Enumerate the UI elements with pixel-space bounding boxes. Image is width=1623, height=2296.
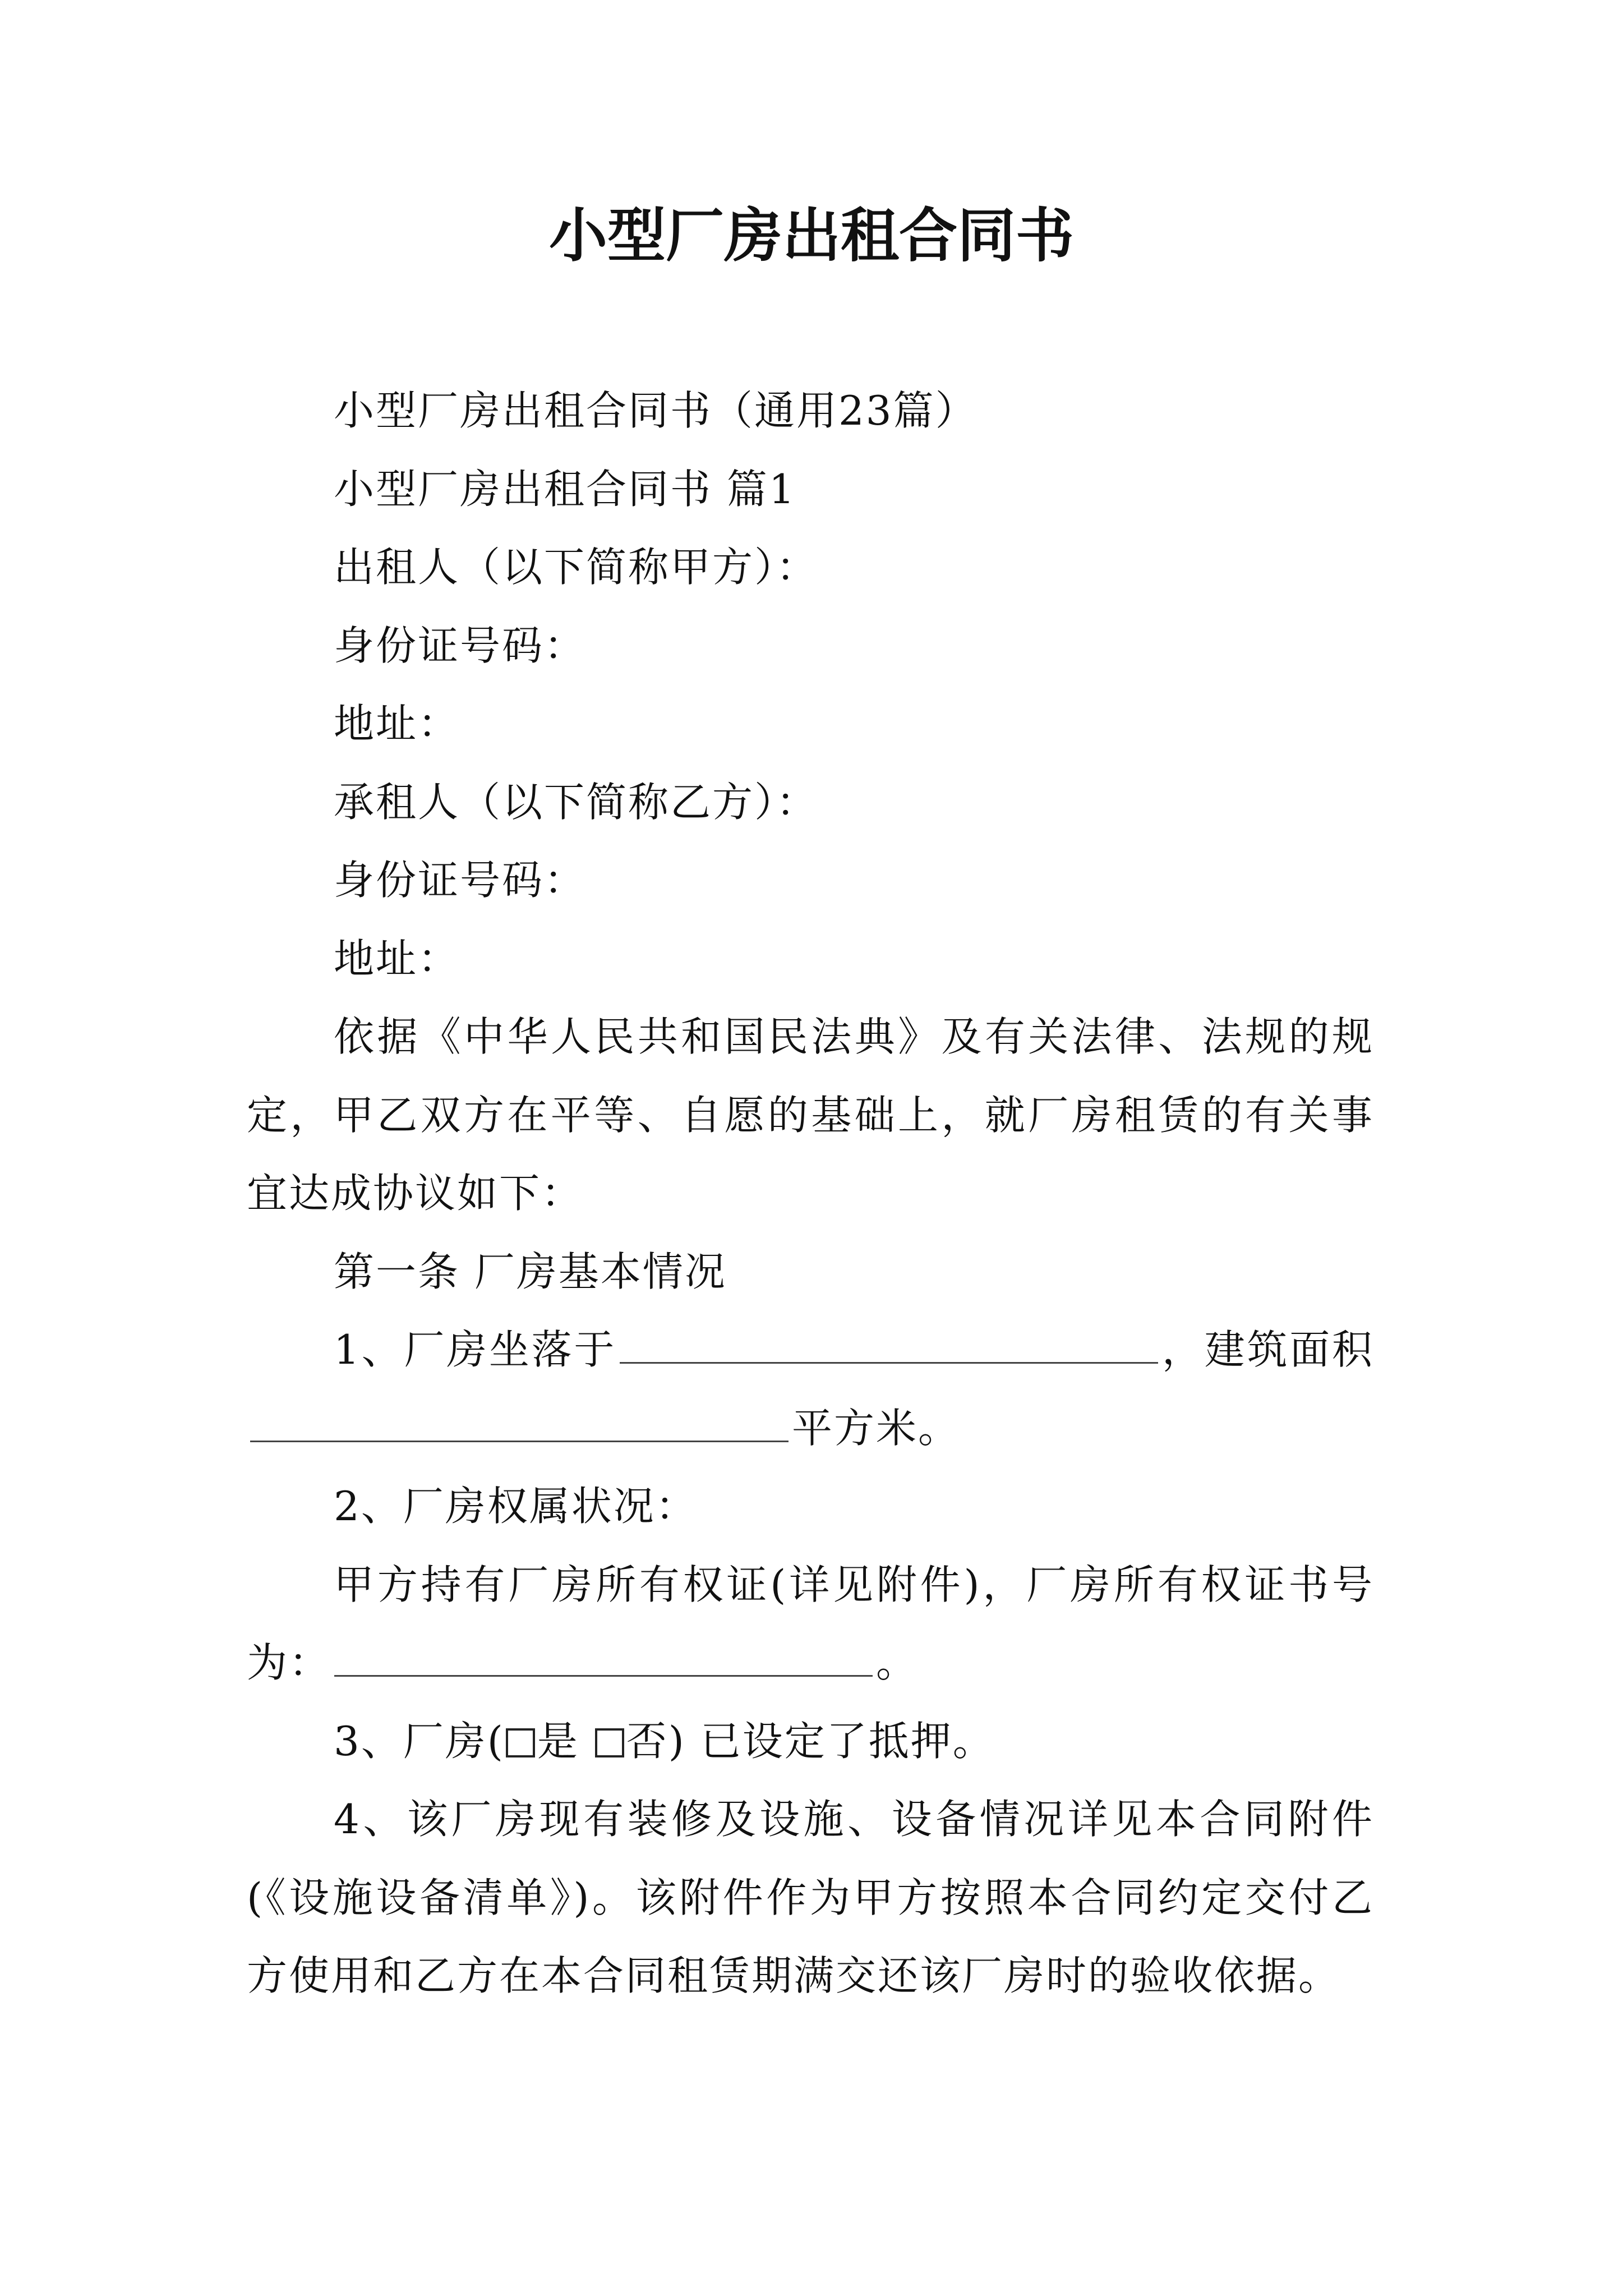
certificate-number-blank-line [334,1632,873,1677]
lessee-address-line: 地址： [334,935,460,982]
item-1-paragraph [247,1311,1374,1467]
item-1-area-label: ，建筑面积 [1161,1326,1374,1373]
area-blank-line [250,1398,789,1442]
document-body [247,372,1374,2016]
article-1-heading: 第一条 厂房基本情况 [334,1248,727,1295]
item-1-location-label: 1、厂房坐落于 [334,1326,617,1373]
item-4-paragraph: 4、该厂房现有装修及设施、设备情况详见本合同附件(《设施设备清单》)。该附件作为甲方按照本合同约定交付乙方使用和乙方在本合同租赁期满交还该厂房时的验收依据。 [247,1796,1374,1999]
checkbox-no-icon [595,1728,624,1757]
checkbox-yes-icon [506,1728,535,1757]
item-2-paragraph: 2、厂房权属状况： [334,1483,698,1530]
item-2-detail-paragraph [247,1546,1374,1703]
preamble-paragraph: 依据《中华人民共和国民法典》及有关法律、法规的规定，甲乙双方在平等、自愿的基础上，就厂房租赁的有关事宜达成协议如下： [247,1013,1374,1217]
lessee-line: 承租人（以下简称乙方）： [334,778,819,826]
lessor-id-line: 身份证号码： [334,622,587,669]
item-2-detail-text: 甲方持有厂房所有权证(详见附件)，厂房所有权证书号为： [247,1561,1374,1686]
lessor-address-line: 地址： [334,700,460,747]
document-title: 小型厂房出租合同书 [548,201,1074,270]
item-3-yes-label: 是 [537,1717,594,1765]
item-3-paragraph [247,1703,1374,1781]
heading-general: 小型厂房出租合同书（通用23篇） [334,387,978,434]
item-1-unit: 平方米。 [792,1404,961,1452]
item-3-no-label: 否) 已设定了抵押。 [626,1717,995,1765]
heading-part: 小型厂房出租合同书 篇1 [334,465,796,513]
item-3-prefix: 3、厂房( [334,1717,505,1765]
item-2-detail-end: 。 [876,1639,919,1686]
lessor-line: 出租人（以下简称甲方）： [334,544,819,591]
lessee-id-line: 身份证号码： [334,857,587,904]
location-blank-line [620,1319,1158,1364]
